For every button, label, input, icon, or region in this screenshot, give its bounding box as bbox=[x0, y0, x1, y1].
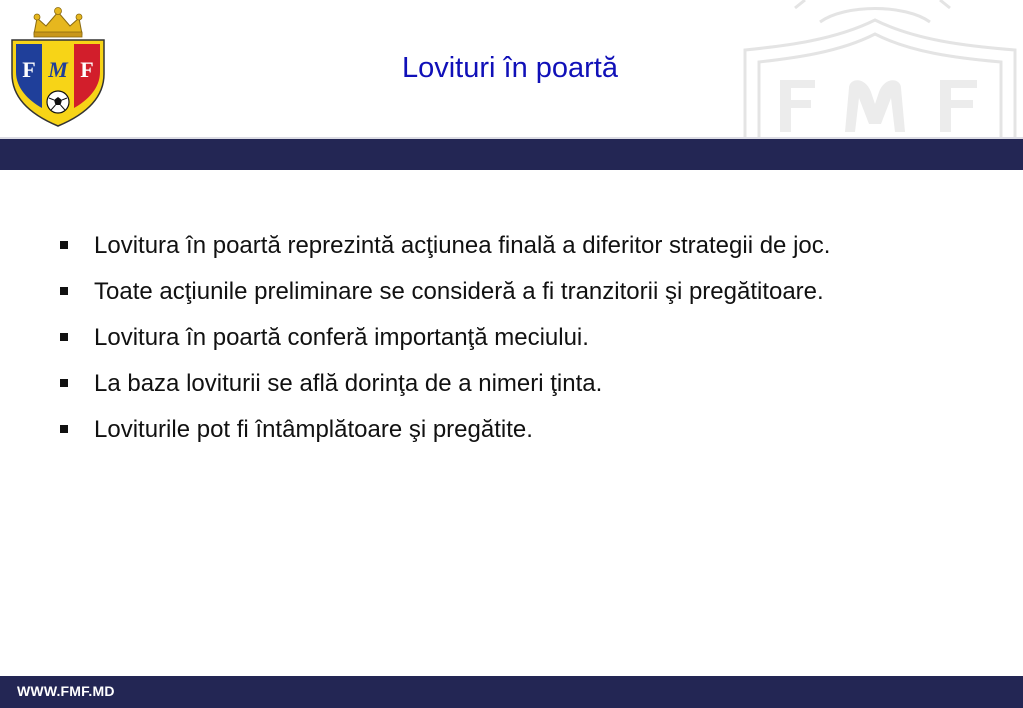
bullet-text: Lovitura în poartă conferă importanţă meciului. bbox=[94, 324, 589, 351]
square-bullet-icon bbox=[60, 241, 68, 249]
square-bullet-icon bbox=[60, 287, 68, 295]
footer-url-link[interactable]: WWW.FMF.MD bbox=[17, 683, 115, 699]
footer-band bbox=[0, 676, 1023, 708]
fmf-crest-logo bbox=[6, 4, 110, 128]
square-bullet-icon bbox=[60, 379, 68, 387]
bullet-text: Lovitura în poartă reprezintă acţiunea finală a diferitor strategii de joc. bbox=[94, 232, 831, 259]
fmf-watermark-logo bbox=[725, 0, 1023, 138]
bullet-item bbox=[60, 412, 960, 448]
bullet-text: Toate acţiunile preliminare se consideră a fi tranzitorii şi pregătitoare. bbox=[94, 278, 824, 305]
logo-monogram: M bbox=[48, 57, 68, 82]
square-bullet-icon bbox=[60, 333, 68, 341]
bullet-item bbox=[60, 228, 960, 264]
square-bullet-icon bbox=[60, 425, 68, 433]
logo-letter-right: F bbox=[80, 57, 94, 82]
bullet-item bbox=[60, 320, 960, 356]
bullet-list bbox=[60, 228, 960, 458]
slide-title: Lovituri în poartă bbox=[401, 52, 618, 84]
crown-icon bbox=[34, 8, 82, 38]
header-band bbox=[0, 139, 1023, 170]
bullet-item bbox=[60, 274, 960, 310]
bullet-text: La baza loviturii se află dorinţa de a nimeri ţinta. bbox=[94, 370, 603, 397]
bullet-text: Loviturile pot fi întâmplătoare şi pregătite. bbox=[94, 416, 533, 443]
bullet-item bbox=[60, 366, 960, 402]
logo-letter-left: F bbox=[22, 57, 36, 82]
soccer-ball-icon bbox=[47, 91, 69, 113]
